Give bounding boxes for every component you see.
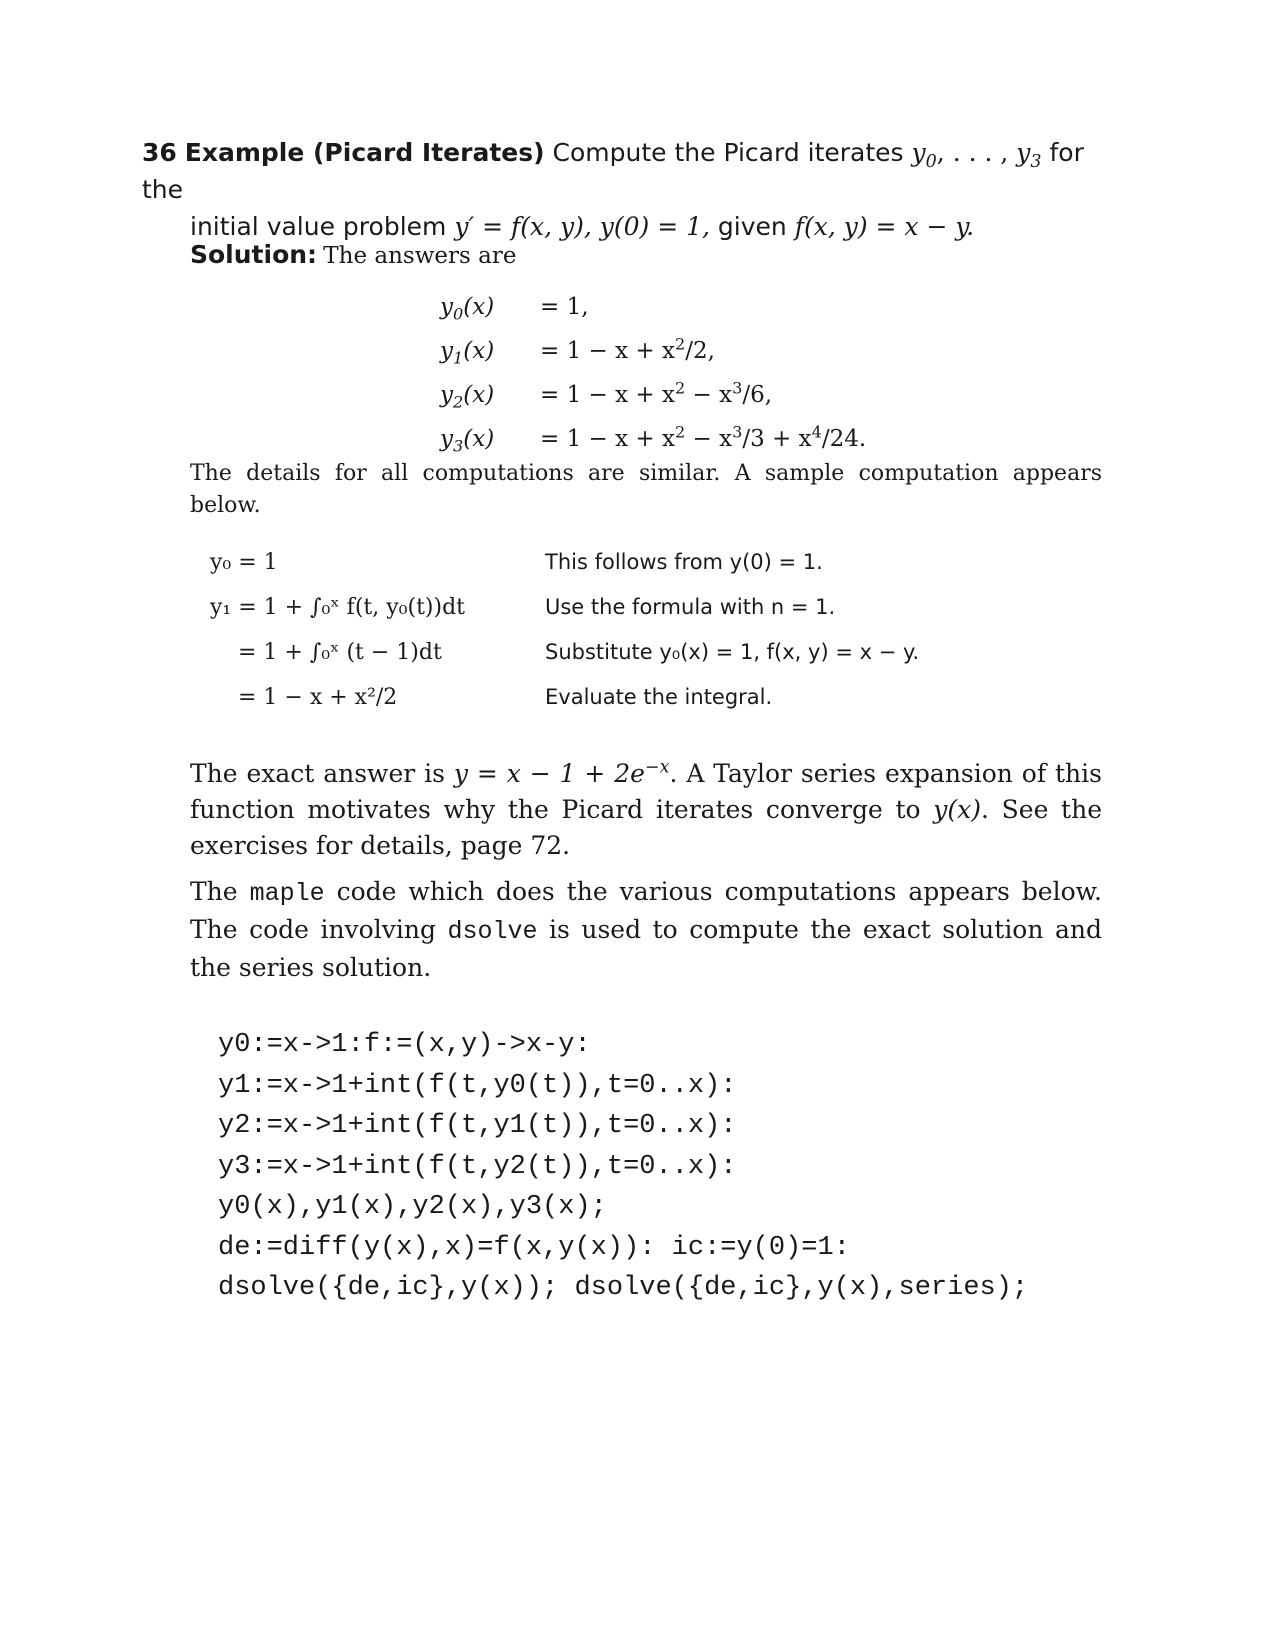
code-line: y0(x),y1(x),y2(x),y3(x); [218,1192,607,1222]
example-number: 36 [142,138,177,167]
answers-block [440,285,866,461]
computation-reason: This follows from y(0) = 1. [545,550,823,574]
computation-step: = 1 − x + x²/2 [238,685,398,710]
f-definition: f(x, y) = x − y. [794,212,975,241]
maple-paragraph: The maple code which does the various computations appears below. The code involving dsolve is used to compute the exact solution and the series solution. [190,877,1103,982]
dsolve-keyword: dsolve [447,917,538,946]
answer-y3: $y_3(x) = 1 - x + x^2 - x^3/3 + x^4/24$. [440,422,867,456]
example-title: Example (Picard Iterates) [184,138,545,167]
y3-symbol: $y_3$ [1016,138,1042,172]
maple-keyword: maple [249,879,325,908]
exact-formula: $y = x - 1 + 2e^{-x}$ [453,757,670,788]
solution-label: Solution [190,240,308,269]
ellipsis: , . . . , [936,138,1009,167]
example-intro: Compute the Picard iterates [552,138,904,167]
y0-symbol: $y_0$ [911,138,937,172]
details-paragraph: The details for all computations are similar. A sample computation appears below. [190,461,1102,518]
solution-text: The answers are [323,243,517,269]
computation-step: y₁ = 1 + ∫₀ˣ f(t, y₀(t))dt [210,595,465,620]
solution-heading: Solution: The answers are [190,240,517,269]
computation-step: = 1 + ∫₀ˣ (t − 1)dt [238,640,442,665]
code-line: y0:=x->1:f:=(x,y)->x-y: [218,1030,591,1060]
code-line: dsolve({de,ic},y(x)); dsolve({de,ic},y(x),series); [218,1273,1029,1303]
code-line: y2:=x->1+int(f(t,y1(t)),t=0..x): [218,1111,737,1141]
answer-y0: $y_0(x) = 1$, [440,294,589,324]
code-line: y3:=x->1+int(f(t,y2(t)),t=0..x): [218,1151,737,1182]
code-line: y1:=x->1+int(f(t,y0(t)),t=0..x): [218,1070,737,1101]
code-line: de:=diff(y(x),x)=f(x,y(x)): ic:=y(0)=1: [218,1232,850,1263]
computation-reason: Evaluate the integral. [545,685,773,709]
exact-answer-paragraph: The exact answer is $y = x - 1 + 2e^{-x}$. A Taylor series expansion of this function motivates why the Picard iterates converge to y(x). See the exercises for details, page 72. [190,757,1102,860]
computation-reason: Substitute y₀(x) = 1, f(x, y) = x − y. [545,640,920,664]
answer-y2: $y_2(x) = 1 - x + x^2 - x^3/6$, [440,378,773,412]
example-heading [142,134,1102,245]
example-intro-end: for the [142,138,1084,204]
answer-y1: $y_1(x) = 1 - x + x^2/2$, [440,334,715,368]
computation-reason: Use the formula with n = 1. [545,595,836,619]
ivp-formula: y′ = f(x, y), y(0) = 1, [454,212,710,241]
maple-code-block [218,1025,1028,1309]
computation-step: y₀ = 1 [210,550,278,575]
example-line2: initial value problem y′ = f(x, y), y(0) = 1, given f(x, y) = x − y. [190,212,975,241]
